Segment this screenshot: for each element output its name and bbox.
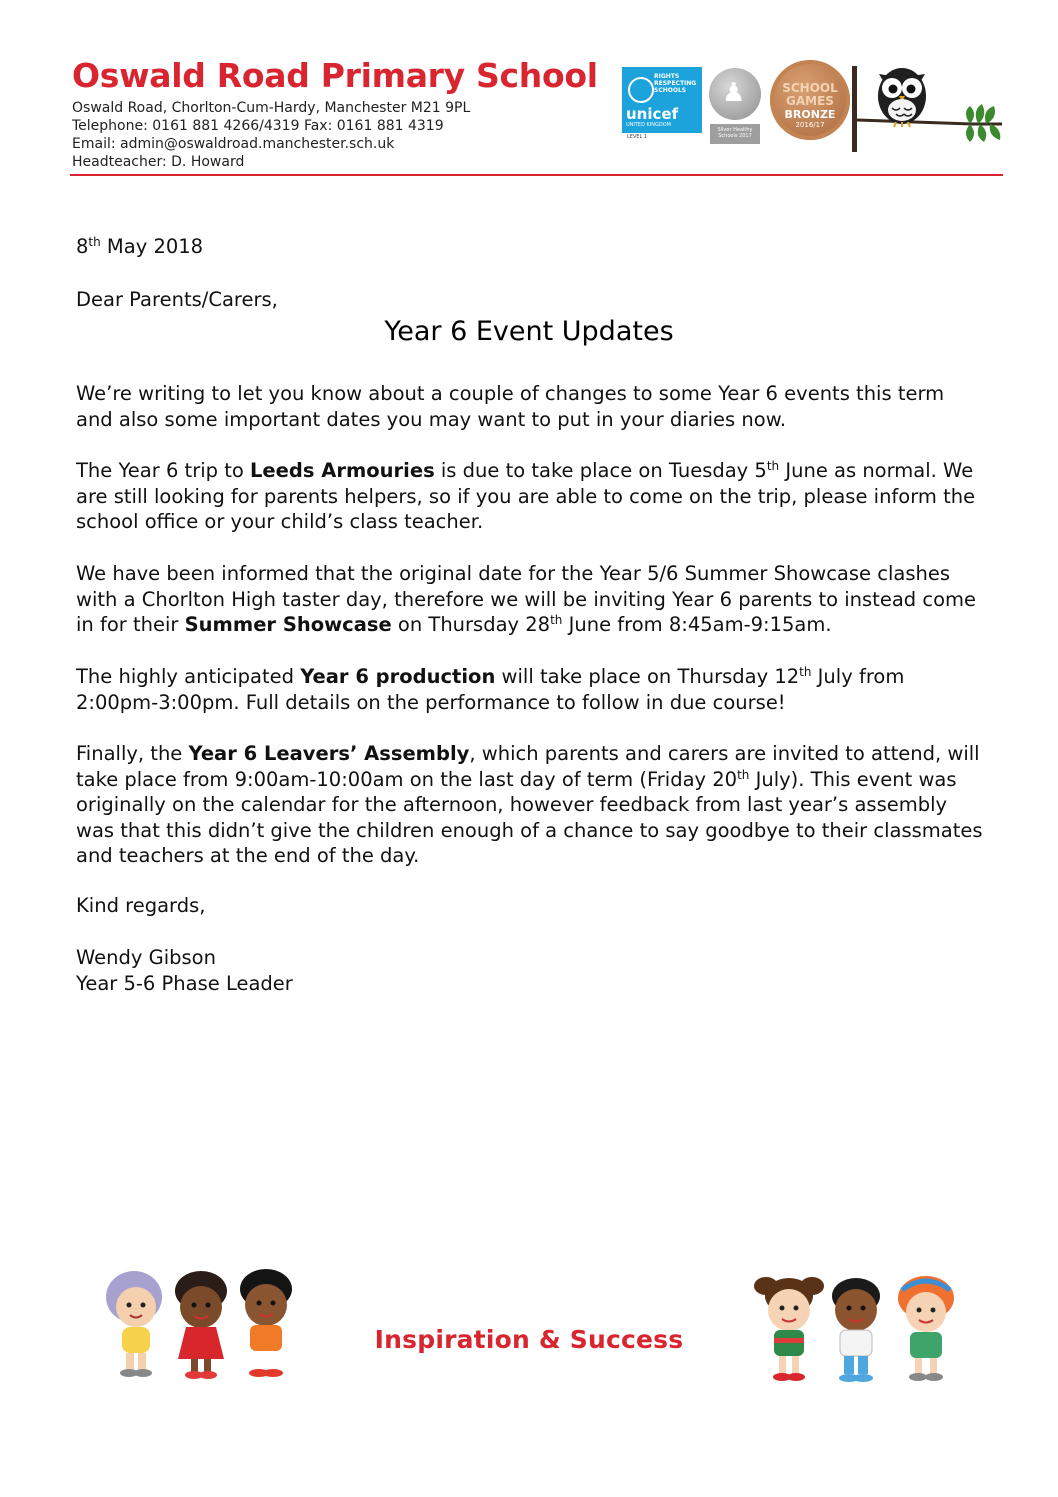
logo-text: BRONZE — [784, 108, 836, 121]
bold-event-name: Summer Showcase — [184, 613, 392, 636]
text-run: on Thursday 28 — [391, 613, 551, 636]
text-run: June as normal. We are still looking for parents helpers, so if you are able to come on the trip, please inform the school office or your child’s class teacher. — [76, 459, 976, 533]
ordinal-suffix: th — [737, 767, 750, 782]
school-telephone: Telephone: 0161 881 4266/4319 Fax: 0161 881 4319 — [72, 118, 444, 134]
signer-name: Wendy Gibson — [76, 946, 216, 969]
text-run: June from 8:45am-9:15am. — [562, 613, 832, 636]
ordinal-suffix: th — [766, 459, 780, 473]
date-rest: May 2018 — [100, 235, 204, 258]
paragraph-leavers-assembly — [76, 741, 986, 869]
logo-text: Schools 2017 — [718, 133, 752, 139]
globe-icon — [628, 77, 654, 103]
unicef-rights-respecting-logo — [622, 67, 702, 133]
logo-level-text: LEVEL 1 — [627, 134, 648, 140]
cartoon-children-right-icon — [748, 1268, 966, 1390]
bold-event-name: Year 6 Leavers’ Assembly — [188, 742, 470, 765]
text-run: The Year 6 trip to — [76, 459, 250, 482]
owl-on-branch-icon — [852, 62, 1007, 154]
signer-role: Year 5-6 Phase Leader — [76, 972, 293, 995]
text-run: will take place on Thursday 12 — [495, 665, 800, 688]
text-run: , which parents and carers are invited to attend, will take place from 9:00am-10:00am on the last day of term (Friday 20 — [76, 742, 980, 791]
closing: Kind regards, — [76, 894, 206, 917]
healthy-schools-icon: ♟ — [709, 68, 761, 120]
paragraph-leeds-trip — [76, 458, 986, 535]
logo-text: 2016/17 — [795, 121, 825, 129]
logo-text: RESPECTING — [654, 80, 697, 87]
school-contact-block — [72, 99, 470, 171]
bold-event-name: Year 6 production — [300, 665, 496, 688]
ordinal-suffix: th — [799, 665, 812, 679]
paragraph-production — [76, 664, 986, 715]
ordinal-suffix: th — [550, 613, 563, 627]
logo-text: SCHOOL — [782, 81, 838, 95]
text-run: July from 2:00pm-3:00pm. Full details on the performance to follow in due course! — [76, 665, 905, 714]
headteacher: Headteacher: D. Howard — [72, 154, 245, 170]
logo-text: SCHOOLS — [654, 87, 687, 94]
date-suffix: th — [88, 235, 101, 249]
paragraph-summer-showcase — [76, 561, 986, 638]
logo-text: GAMES — [786, 94, 834, 108]
letter-date — [76, 234, 203, 260]
school-name: Oswald Road Primary School — [72, 56, 598, 95]
greeting: Dear Parents/Carers, — [76, 288, 278, 311]
text-run: July). This event was originally on the calendar for the afternoon, however feedback from last year’s assembly was that this didn’t give the children enough of a chance to say goodbye to their classmates and teachers at the end of the day. — [76, 767, 983, 867]
school-address: Oswald Road, Chorlton-Cum-Hardy, Manchester M21 9PL — [72, 100, 471, 116]
logo-text: Silver Healthy — [717, 127, 753, 133]
bold-event-name: Leeds Armouries — [250, 459, 435, 482]
school-motto: Inspiration & Success — [374, 1325, 684, 1354]
logo-text: UNITED KINGDOM — [626, 122, 671, 128]
logo-text: RIGHTS — [654, 73, 680, 80]
text-run: is due to take place on Tuesday 5 — [434, 459, 767, 482]
letterhead-divider — [70, 174, 1003, 176]
paragraph-intro: We’re writing to let you know about a couple of changes to some Year 6 events this term and also some important dates you may want to put in your diaries now. — [76, 382, 945, 431]
school-email: Email: admin@oswaldroad.manchester.sch.uk — [72, 136, 395, 152]
text-run: We have been informed that the original date for the Year 5/6 Summer Showcase clashes with a Chorlton High taster day, therefore we will be inviting Year 6 parents to instead come in for their — [76, 562, 976, 636]
school-games-bronze-logo — [770, 60, 850, 140]
unicef-wordmark: unicef — [626, 105, 679, 123]
letter-title: Year 6 Event Updates — [384, 316, 674, 347]
healthy-schools-plate — [710, 124, 760, 144]
date-day: 8 — [76, 235, 89, 258]
text-run: Finally, the — [76, 742, 189, 765]
text-run: The highly anticipated — [76, 665, 301, 688]
